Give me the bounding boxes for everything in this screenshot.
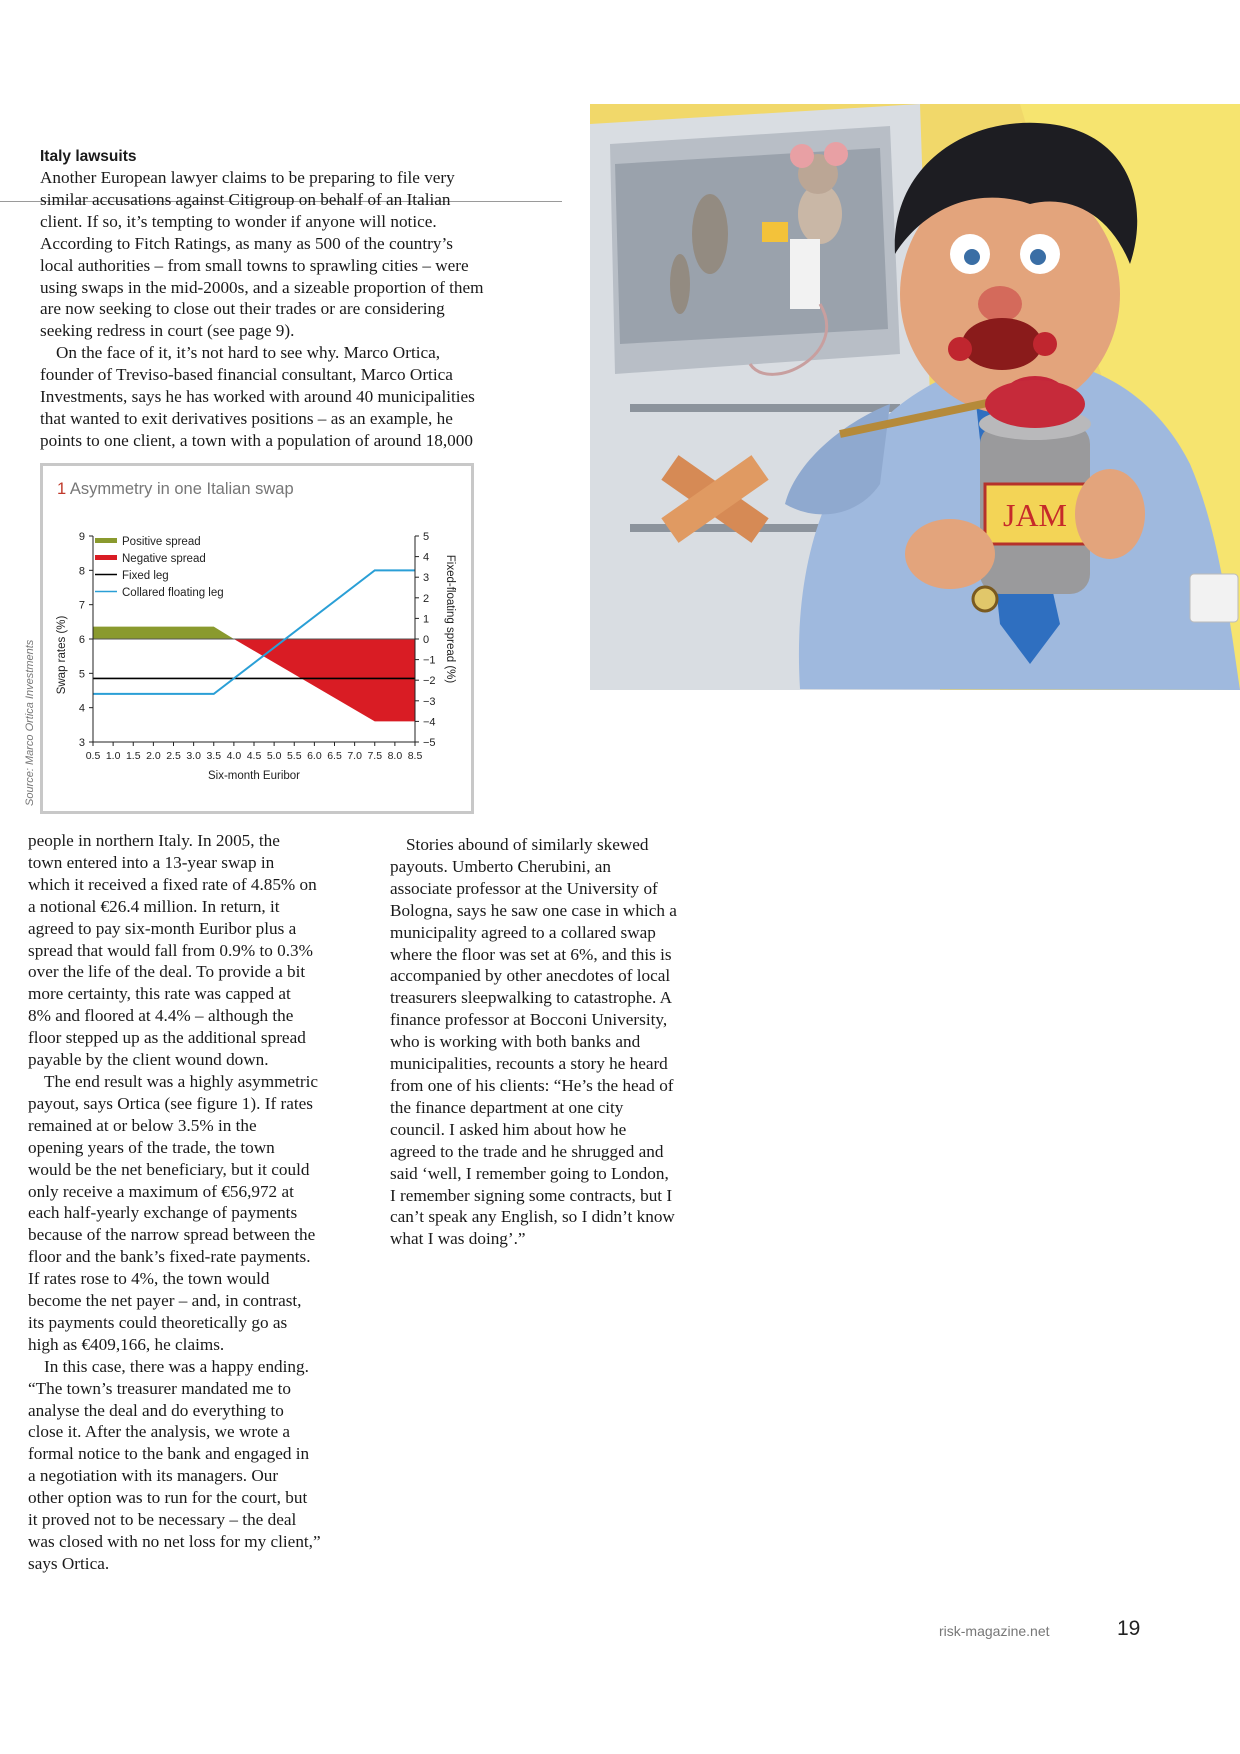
y-tick-label: 9	[78, 531, 85, 543]
text-line: can’t speak any English, so I didn’t know	[390, 1207, 675, 1227]
jar-jam	[985, 380, 1085, 428]
legend-label: Collared floating leg	[122, 587, 224, 599]
text-line: If rates rose to 4%, the town would	[28, 1269, 270, 1289]
text-line: Investments, says he has worked with around 40 municipalities	[40, 387, 475, 407]
text-line: On the face of it, it’s not hard to see why. Marco Ortica,	[56, 343, 441, 363]
x-tick-label: 3.0	[186, 750, 201, 762]
section-heading: Italy lawsuits	[40, 148, 137, 165]
y2-tick-label: −2	[423, 675, 436, 688]
x-tick-label: 2.5	[166, 750, 181, 762]
text-line: “The town’s treasurer mandated me to	[28, 1378, 291, 1398]
text-line: become the net payer – and, in contrast,	[28, 1291, 302, 1311]
figure-number: 1	[57, 480, 67, 498]
x-tick-label: 8.0	[387, 750, 403, 762]
drawer-inside	[615, 148, 888, 344]
drawer-edge	[630, 404, 900, 412]
positive-spread-area	[93, 627, 234, 639]
x-tick-label: 8.5	[407, 750, 423, 762]
text-line: because of the narrow spread between the	[28, 1225, 316, 1245]
text-line: floor and the bank’s fixed-rate payments.	[28, 1247, 311, 1267]
mouse-ear	[790, 144, 814, 168]
text-line: says Ortica.	[28, 1553, 110, 1573]
x-tick-label: 4.5	[246, 750, 262, 762]
text-line: said ‘well, I remember going to London,	[390, 1163, 669, 1183]
stain	[692, 194, 728, 274]
text-line: high as €409,166, he claims.	[28, 1334, 225, 1354]
nose	[978, 286, 1022, 322]
y-tick-label: 7	[78, 599, 85, 612]
text-line: analyse the deal and do everything to	[28, 1400, 284, 1420]
y2-tick-label: 3	[423, 572, 430, 585]
article-column-1	[28, 830, 358, 1575]
text-line: spread that would fall from 0.9% to 0.3%	[28, 940, 313, 960]
text-line: people in northern Italy. In 2005, the	[28, 831, 280, 850]
text-line: points to one client, a town with a population of around 18,000	[40, 430, 473, 450]
negative-spread-area	[234, 639, 415, 721]
text-line: that wanted to exit derivatives positions – as an example, he	[40, 408, 453, 428]
jar-label-text: JAM	[1002, 497, 1068, 533]
text-line: payouts. Umberto Cherubini, an	[390, 856, 612, 876]
hand-left	[905, 519, 995, 589]
text-line: seeking redress in court (see page 9).	[40, 321, 295, 341]
x-tick-label: 0.5	[85, 750, 101, 762]
x-tick-label: 6.5	[327, 750, 342, 762]
text-line: 8% and floored at 4.4% – although the	[28, 1006, 294, 1026]
mouth	[962, 318, 1042, 370]
text-line: associate professor at the University of	[390, 878, 658, 898]
y2-tick-label: 0	[423, 634, 430, 646]
figure-1	[40, 463, 474, 814]
text-line: are now seeking to close out their trades or are considering	[40, 299, 445, 319]
text-line: Another European lawyer claims to be preparing to file very	[40, 168, 455, 187]
x-tick-label: 3.5	[206, 750, 222, 762]
x-tick-label: 1.5	[125, 750, 141, 762]
illustration-svg	[590, 104, 1240, 690]
editorial-illustration	[590, 104, 1240, 690]
text-line: what I was doing’.”	[390, 1229, 526, 1249]
cheese	[762, 222, 788, 242]
text-line: a negotiation with its managers. Our	[28, 1466, 279, 1486]
y-tick-label: 4	[78, 702, 85, 715]
y-tick-label: 3	[78, 737, 85, 749]
text-line: its payments could theoretically go as	[28, 1312, 288, 1332]
y2-tick-label: 4	[423, 551, 430, 564]
legend-swatch	[95, 555, 117, 560]
text-line: the finance department at one city	[390, 1097, 624, 1117]
text-line: In this case, there was a happy ending.	[44, 1356, 309, 1376]
text-line: payable by the client wound down.	[28, 1050, 269, 1070]
y2-tick-label: −1	[423, 654, 436, 667]
pupil-left	[964, 249, 980, 265]
text-line: I remember signing some contracts, but I	[390, 1185, 673, 1205]
y-axis-label: Swap rates (%)	[56, 615, 68, 695]
text-line: According to Fitch Ratings, as many as 500 of the country’s	[40, 233, 453, 253]
text-line: municipality agreed to a collared swap	[390, 922, 656, 942]
jam-drip	[1033, 332, 1057, 356]
y-tick-label: 8	[78, 565, 85, 578]
y-tick-label: 5	[78, 668, 85, 681]
y2-tick-label: 1	[423, 613, 430, 626]
x-tick-label: 2.0	[146, 750, 161, 762]
x-tick-label: 1.0	[105, 750, 121, 762]
text-line: client. If so, it’s tempting to wonder if anyone will notice.	[40, 211, 437, 231]
page-number: 19	[1117, 1617, 1141, 1640]
text-line: over the life of the deal. To provide a bit	[28, 962, 306, 982]
text-line: it proved not to be necessary – the deal	[28, 1510, 297, 1530]
text-line: The end result was a highly asymmetric	[44, 1071, 318, 1091]
y2-tick-label: −3	[423, 695, 436, 708]
legend-label: Negative spread	[122, 553, 206, 565]
text-line: accompanied by other anecdotes of local	[390, 966, 671, 986]
wristwatch	[973, 587, 997, 611]
y2-tick-label: 2	[423, 592, 430, 605]
y2-tick-label: 5	[423, 531, 430, 543]
text-line: would be the net beneficiary, but it could	[28, 1159, 310, 1179]
wall-socket	[1190, 574, 1238, 622]
text-line: each half-yearly exchange of payments	[28, 1203, 298, 1223]
text-line: opening years of the trade, the town	[28, 1137, 275, 1157]
mouse-coat	[790, 239, 820, 309]
text-line: similar accusations against Citigroup on behalf of an Italian	[40, 189, 451, 209]
legend-swatch	[95, 538, 117, 543]
article-intro	[40, 148, 560, 452]
footer-website: risk-magazine.net	[939, 1623, 1050, 1639]
article-column-2	[390, 834, 720, 1250]
text-line: who is working with both banks and	[390, 1032, 641, 1052]
y2-axis-label: Fixed-floating spread (%)	[444, 554, 456, 684]
legend-label: Fixed leg	[122, 570, 169, 582]
pupil-right	[1030, 249, 1046, 265]
text-line: Bologna, says he saw one case in which a	[390, 900, 677, 920]
text-line: close it. After the analysis, we wrote a	[28, 1422, 291, 1442]
text-line: a notional €26.4 million. In return, it	[28, 896, 280, 916]
text-line: agreed to the trade and he shrugged and	[390, 1141, 664, 1161]
text-line: Stories abound of similarly skewed	[406, 835, 649, 854]
jam-drip	[948, 337, 972, 361]
text-line: agreed to pay six-month Euribor plus a	[28, 918, 297, 938]
hand-right	[1075, 469, 1145, 559]
mouse-ear	[824, 142, 848, 166]
y2-tick-label: −4	[423, 716, 436, 729]
x-tick-label: 6.0	[307, 750, 322, 762]
text-line: floor stepped up as the additional spread	[28, 1028, 306, 1048]
text-line: other option was to run for the court, but	[28, 1488, 308, 1508]
text-line: founder of Treviso-based financial consultant, Marco Ortica	[40, 365, 453, 385]
text-line: formal notice to the bank and engaged in	[28, 1444, 310, 1464]
text-line: using swaps in the mid-2000s, and a sizeable proportion of them	[40, 277, 484, 297]
text-line: was closed with no net loss for my client,”	[28, 1532, 321, 1551]
text-line: treasurers sleepwalking to catastrophe. A	[390, 988, 673, 1008]
x-tick-label: 7.0	[347, 750, 362, 762]
figure-source: Source: Marco Ortica Investments	[24, 639, 36, 806]
text-line: council. I asked him about how he	[390, 1119, 627, 1139]
y-tick-label: 6	[78, 634, 85, 646]
chart-svg	[43, 466, 471, 811]
text-line: remained at or below 3.5% in the	[28, 1115, 257, 1135]
x-tick-label: 5.5	[286, 750, 302, 762]
text-line: local authorities – from small towns to sprawling cities – were	[40, 255, 469, 275]
text-line: only receive a maximum of €56,972 at	[28, 1181, 294, 1201]
x-tick-label: 4.0	[226, 750, 242, 762]
text-line: town entered into a 13-year swap in	[28, 852, 275, 872]
text-line: finance professor at Bocconi University,	[390, 1010, 668, 1030]
text-line: municipalities, recounts a story he heard	[390, 1054, 668, 1074]
stain	[670, 254, 690, 314]
text-line: payout, says Ortica (see figure 1). If rates	[28, 1093, 313, 1113]
text-line: where the floor was set at 6%, and this is	[390, 944, 672, 964]
text-line: more certainty, this rate was capped at	[28, 984, 291, 1004]
x-tick-label: 7.5	[367, 750, 383, 762]
text-line: from one of his clients: “He’s the head of	[390, 1075, 674, 1095]
legend-label: Positive spread	[122, 536, 201, 548]
x-axis-label: Six-month Euribor	[207, 770, 301, 782]
text-line: which it received a fixed rate of 4.85% on	[28, 874, 317, 894]
intro-paragraph	[40, 167, 560, 452]
figure-title: Asymmetry in one Italian swap	[69, 480, 294, 498]
x-tick-label: 5.0	[266, 750, 282, 762]
y2-tick-label: −5	[423, 737, 436, 749]
